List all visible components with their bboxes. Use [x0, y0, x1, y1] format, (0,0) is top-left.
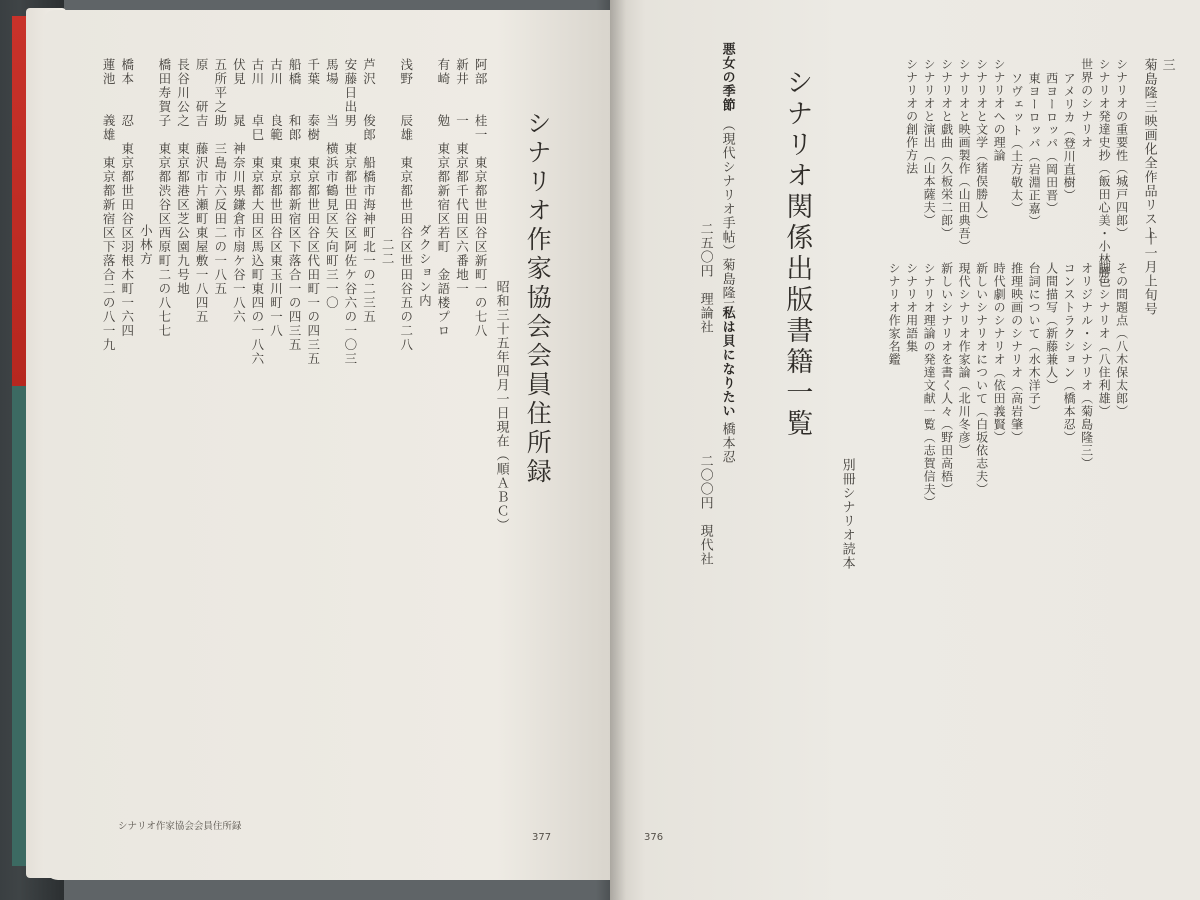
member-entry: 千葉 泰樹 東京都世田谷区代田町一の四三五 [305, 58, 321, 366]
toc-item: シナリオへの理論 [992, 58, 1007, 162]
toc-item: シナリオと戯曲（久板栄二郎） [939, 58, 954, 240]
member-entry: 浅野 辰雄 東京都世田谷区世田谷五の二八 [398, 58, 414, 352]
section-number: 三 [1159, 58, 1175, 72]
page-footer: シナリオ作家協会会員住所録 [118, 821, 242, 832]
member-entry: 小林方 [138, 140, 154, 266]
member-entry: 蓮池 義雄 東京都新宿区下落合二の八一九 [101, 58, 117, 352]
left-page [44, 10, 610, 880]
member-entry: 二二 [380, 140, 396, 266]
member-entry: 橋田寿賀子 東京都渋谷区西原町二の八七七 [156, 58, 172, 338]
book2-author: 橋本忍 [719, 422, 735, 464]
toc-item-right: シナリオ理論の発達文献一覧（志賀信夫） [922, 262, 937, 509]
member-entry: 原 研吉 藤沢市片瀬町東屋敷一八四五 [194, 58, 210, 324]
toc-item: 世界のシナリオ [1079, 58, 1094, 149]
toc-item-right: 新しいシナリオについて（白坂依志夫） [974, 262, 989, 496]
toc-item: シナリオ発達史抄（飯田心美・小林勝） [1097, 58, 1112, 292]
book2-price: 二〇〇円 現代社 [697, 454, 713, 566]
member-entry: 阿部 桂一 東京都世田谷区新町一の七八 [473, 58, 489, 338]
member-entry: 有崎 勉 東京都新宿区若町 金語楼プロ [435, 58, 451, 338]
book1-title: 悪女の季節 [719, 42, 735, 112]
toc-item: シナリオと映画製作（山田典吾） [957, 58, 972, 253]
toc-item: アメリカ（登川直樹） [1062, 72, 1077, 202]
member-entry: 新井 一 東京都千代田区六番地一 [454, 58, 470, 296]
toc-item-right: シナリオ用語集 [904, 262, 919, 353]
right-page [610, 0, 1200, 900]
toc-item: シナリオの重要性（城戸四郎） [1114, 58, 1129, 240]
list-title: シナリオ関係出版書籍一覧 [781, 68, 813, 440]
member-entry: ダクション内 [417, 140, 433, 308]
book1-price: 二五〇円 理論社 [697, 222, 713, 334]
member-entry: 古川 卓巳 東京都大田区馬込町東四の一八六 [249, 58, 265, 366]
toc-item-right: 現代シナリオ作家論（北川冬彦） [957, 262, 972, 457]
toc-item: シナリオと演出（山本薩夫） [922, 58, 937, 227]
toc-item: 東ヨーロッパ（岩淵正嘉） [1027, 72, 1042, 228]
left-page-number: 377 [532, 832, 552, 843]
toc-item-right: コンストラクション（橋本忍） [1062, 262, 1077, 444]
member-entry: 古川 良範 東京都世田谷区東玉川町一八 [268, 58, 284, 338]
toc-item: ソヴェット（土方敬太） [1009, 72, 1024, 215]
toc-item: シナリオの創作方法 [904, 58, 919, 175]
member-entry: 安藤日出男 東京都世田谷区阿佐ケ谷六の一〇三 [342, 58, 358, 366]
toc-item: 西ヨーロッパ（岡田晋） [1044, 72, 1059, 215]
toc-item-right: その問題点（八木保太郎） [1114, 262, 1129, 418]
toc-item-right: オリジナル・シナリオ（菊島隆三） [1079, 262, 1094, 470]
book1-sub: （現代シナリオ手帖）菊島隆三 [719, 118, 735, 314]
toc-item-right: 人間描写（新藤兼人） [1044, 262, 1059, 392]
toc-item: シナリオと文学（猪俣勝人） [974, 58, 989, 227]
heading-top: 菊島隆三映画化全作品リスト [1141, 58, 1157, 240]
member-entry: 伏見 晁 神奈川県鎌倉市扇ケ谷一八六 [231, 58, 247, 324]
directory-title: シナリオ作家協会会員住所録 [523, 110, 553, 487]
member-entry: 五所平之助 三島市六反田二の一八五 [212, 58, 228, 296]
bessatsu-label: 別冊シナリオ読本 [839, 458, 855, 570]
heading-top-issue: 十一月上旬号 [1141, 232, 1157, 316]
right-page-number: 376 [644, 832, 664, 843]
toc-item-right: 台詞について（水木洋子） [1027, 262, 1042, 418]
toc-item-right: 時代劇のシナリオ（依田義賢） [992, 262, 1007, 444]
toc-item-right: 脚色シナリオ（八住利雄） [1097, 262, 1112, 418]
member-entry: 馬場 当 横浜市鶴見区矢向町三一〇 [324, 58, 340, 310]
member-entry: 長谷川公之 東京都港区芝公園九号地 [175, 58, 191, 296]
toc-item-right: 新しいシナリオを書く人々（野田高梧） [939, 262, 954, 496]
member-entry: 橋本 忍 東京都世田谷区羽根木町一六四 [119, 58, 135, 338]
toc-item-right: 推理映画のシナリオ（高岩肇） [1009, 262, 1024, 444]
member-entry: 芦沢 俊郎 船橋市海神町北一の二三五 [361, 58, 377, 324]
directory-date: 昭和三十五年四月一日現在（順ＡＢＣ） [493, 280, 509, 532]
book2-title: 私は貝になりたい [719, 306, 735, 418]
member-entry: 船橋 和郎 東京都新宿区下落合一の四三五 [287, 58, 303, 352]
toc-item-right: シナリオ作家名鑑 [887, 262, 902, 366]
